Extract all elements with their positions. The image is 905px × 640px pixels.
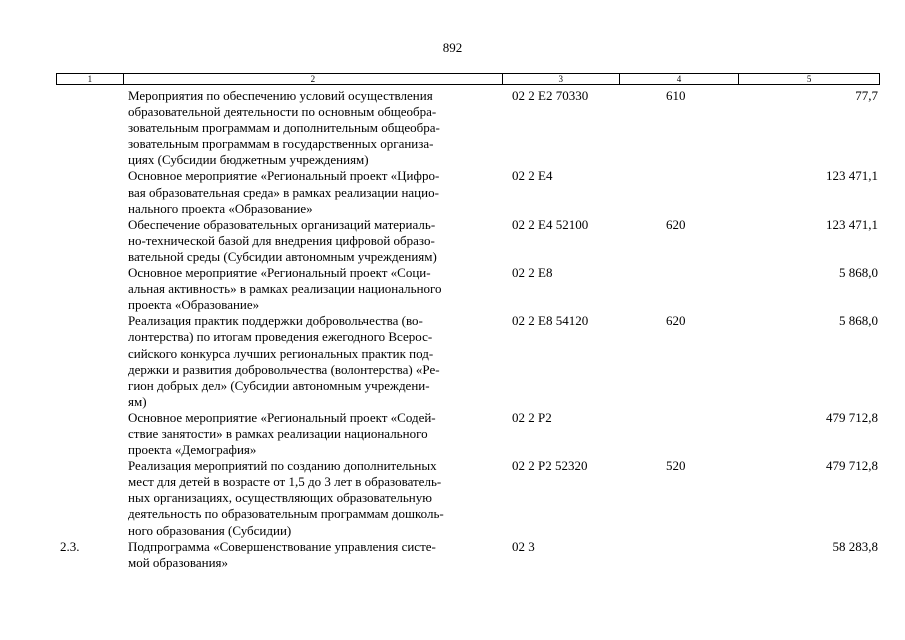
row-code: 02 2 P2 [512,409,552,425]
table-row [56,217,880,265]
description-line: Реализация практик поддержки добровольчества (во- [128,313,423,329]
row-description [128,539,508,571]
description-line: Подпрограмма «Совершенствование управления систе- [128,538,436,554]
description-line: гион добрых дел» (Субсидии автономным учреждени- [128,377,430,393]
description-line: Основное мероприятие «Региональный проект «Цифро- [128,168,440,184]
description-line: вательной среды (Субсидии автономным учреждениям) [128,248,437,264]
row-code: 02 2 E4 [512,168,553,184]
row-description [128,168,508,216]
row-description [128,458,508,538]
description-line: но-технической базой для внедрения цифровой образо- [128,232,435,248]
description-line: ных организациях, осуществляющих образовательную [128,490,432,506]
row-code: 02 2 E2 70330 [512,88,589,103]
table-row [56,313,880,410]
row-description [128,265,508,313]
table-row [56,265,880,313]
table-row [56,458,880,538]
description-line: лонтерства) по итогам проведения ежегодного Всерос- [128,329,433,345]
description-line: циях (Субсидии бюджетным учреждениям) [128,152,369,168]
description-line: деятельность по образовательным программам дошколь- [128,506,444,522]
row-code: 02 2 P2 52320 [512,458,588,474]
description-line: держки и развития добровольчества (волонтерства) «Ре- [128,361,440,377]
row-amount: 77,7 [855,88,878,103]
table-row [56,88,880,168]
row-amount: 123 471,1 [826,168,878,184]
description-line: сийского конкурса лучших региональных практик под- [128,345,434,361]
description-line: Основное мероприятие «Региональный проект «Содей- [128,409,436,425]
row-number: 2.3. [60,538,80,554]
description-line: образовательной деятельности по основным общеобра- [128,104,437,120]
row-amount: 5 868,0 [839,265,878,281]
row-type: 620 [666,216,686,232]
row-type: 610 [666,88,686,103]
table-row [56,539,880,571]
row-code: 02 2 E4 52100 [512,216,589,232]
header-col-1: 1 [87,74,93,84]
header-col-4: 4 [619,74,739,84]
row-description [128,313,508,410]
row-amount: 479 712,8 [826,409,878,425]
row-code: 02 2 E8 [512,265,553,281]
header-col-5: 5 [738,74,879,84]
description-line: ствие занятости» в рамках реализации национального [128,425,428,441]
page-number: 892 [442,40,463,55]
description-line: зовательным программам и дополнительным общеобра- [128,120,440,136]
row-code: 02 2 E8 54120 [512,313,589,329]
table-body [56,88,880,571]
table-row [56,168,880,216]
description-line: Мероприятия по обеспечению условий осуществления [128,88,433,103]
description-line: зовательным программам в государственных организа- [128,136,434,152]
table-row [56,410,880,458]
description-line: мест для детей в возрасте от 1,5 до 3 лет в образователь- [128,474,442,490]
header-col-2: 2 [123,74,502,84]
row-description [128,88,508,168]
description-line: Обеспечение образовательных организаций материаль- [128,216,436,232]
row-description [128,217,508,265]
row-code: 02 3 [512,538,535,554]
description-line: ного образования (Субсидии) [128,522,292,538]
description-line: проекта «Демография» [128,442,257,458]
description-line: альная активность» в рамках реализации национального [128,281,442,297]
description-line: проекта «Образование» [128,297,260,313]
description-line: Основное мероприятие «Региональный проект «Соци- [128,265,431,281]
description-line: мой образования» [128,554,229,570]
table-header [56,73,880,85]
description-line: нального проекта «Образование» [128,200,313,216]
row-amount: 479 712,8 [826,458,878,474]
header-col-3: 3 [502,74,619,84]
row-type: 520 [666,458,686,474]
row-amount: 58 283,8 [832,538,878,554]
row-amount: 5 868,0 [839,313,878,329]
description-line: вая образовательная среда» в рамках реализации нацио- [128,184,439,200]
row-amount: 123 471,1 [826,216,878,232]
row-type: 620 [666,313,686,329]
description-line: ям) [128,393,147,409]
row-description [128,410,508,458]
description-line: Реализация мероприятий по созданию дополнительных [128,458,437,474]
